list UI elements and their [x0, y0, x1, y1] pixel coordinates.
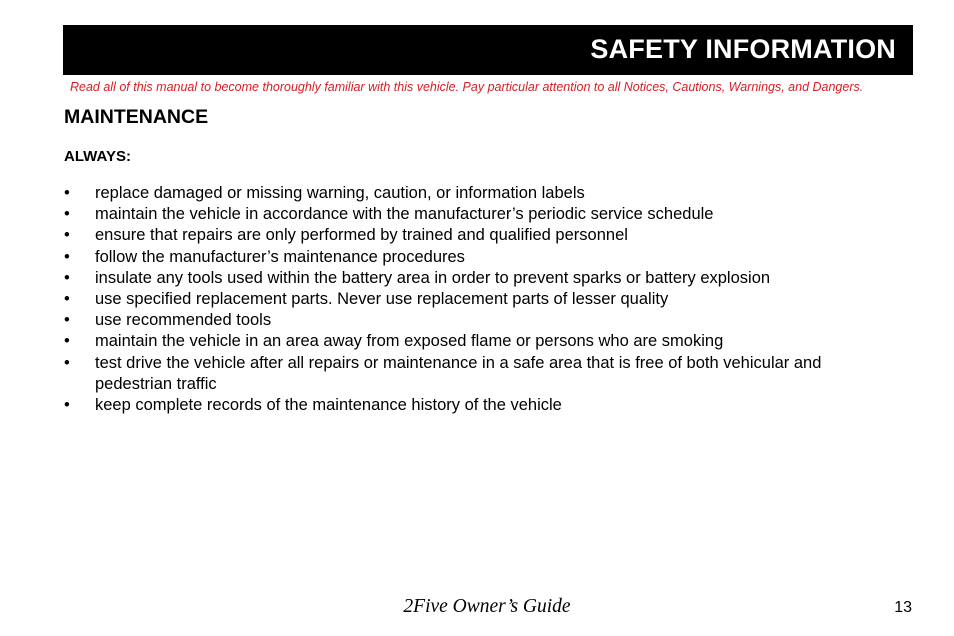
- bullet-icon: •: [64, 332, 70, 351]
- bullet-icon: •: [64, 184, 70, 202]
- list-item-text: insulate any tools used within the battery area in order to prevent sparks or battery explosion: [95, 268, 771, 287]
- list-item: [64, 268, 894, 289]
- list-item: [64, 183, 894, 204]
- list-item: [64, 331, 894, 352]
- list-item-text: use specified replacement parts. Never use replacement parts of lesser quality: [95, 290, 669, 309]
- list-item: [64, 395, 894, 416]
- list-item-text: use recommended tools: [95, 311, 272, 330]
- bullet-icon: •: [64, 226, 70, 245]
- bullet-icon: •: [64, 396, 70, 415]
- list-item: [64, 353, 894, 395]
- notice-text: Read all of this manual to become thoroughly familiar with this vehicle. Pay particular attention to all Notices, Cautions, Warnings, and Dangers.: [70, 80, 864, 94]
- list-item-text: maintain the vehicle in accordance with the manufacturer’s periodic service schedule: [95, 205, 714, 224]
- bullet-icon: •: [64, 290, 70, 309]
- list-item-text: test drive the vehicle after all repairs or maintenance in a safe area that is free of both vehicular and pedestrian traffic: [95, 353, 822, 393]
- section-title: MAINTENANCE: [64, 106, 209, 128]
- header-title: SAFETY INFORMATION: [590, 34, 896, 64]
- list-item: [64, 310, 894, 331]
- list-item-text: replace damaged or missing warning, caution, or information labels: [95, 184, 585, 202]
- list-item-text: maintain the vehicle in an area away from exposed flame or persons who are smoking: [95, 332, 724, 351]
- maintenance-list: [64, 183, 894, 416]
- footer-title: 2Five Owner’s Guide: [403, 596, 571, 617]
- list-item: [64, 289, 894, 310]
- list-item: [64, 247, 894, 268]
- list-item-text: follow the manufacturer’s maintenance procedures: [95, 247, 465, 266]
- page-number: 13: [894, 599, 912, 616]
- list-item-text: ensure that repairs are only performed by trained and qualified personnel: [95, 226, 628, 245]
- bullet-icon: •: [64, 353, 70, 372]
- list-item: [64, 204, 894, 225]
- bullet-icon: •: [64, 311, 70, 330]
- list-item-text: keep complete records of the maintenance history of the vehicle: [95, 396, 562, 415]
- bullet-icon: •: [64, 247, 70, 266]
- list-item: [64, 225, 894, 246]
- bullet-icon: •: [64, 268, 70, 287]
- header-bar: [63, 25, 913, 75]
- always-label: ALWAYS:: [64, 148, 131, 165]
- bullet-icon: •: [64, 205, 70, 224]
